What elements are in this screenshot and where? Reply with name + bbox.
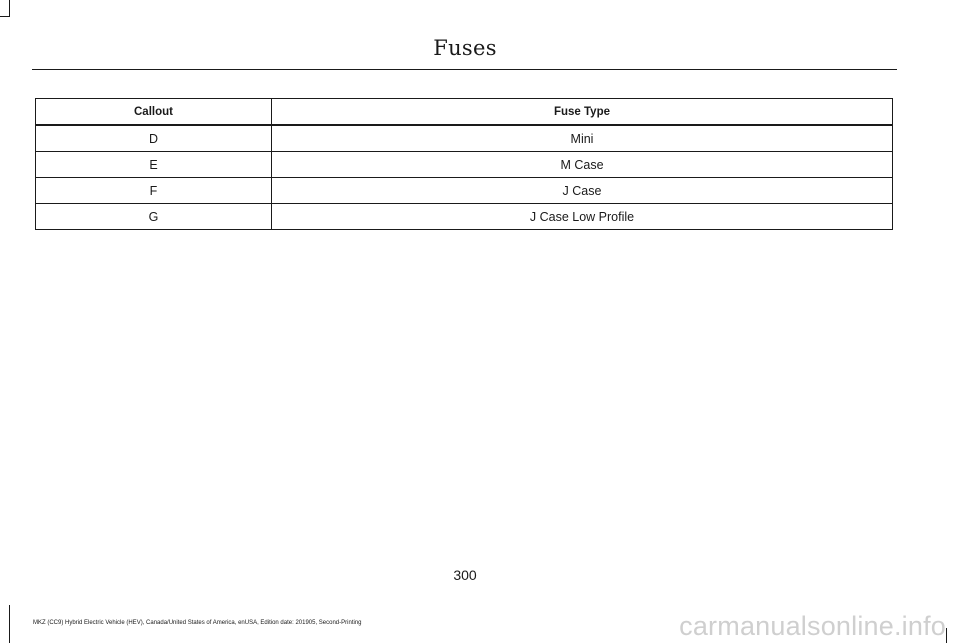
table-row xyxy=(36,125,893,152)
footer-edition-text: MKZ (CC9) Hybrid Electric Vehicle (HEV), Canada/United States of America, enUSA, Edition date: 201905, Second-Printing xyxy=(33,620,362,626)
callout-cell: G xyxy=(36,204,272,230)
table-row xyxy=(36,204,893,230)
callout-cell: D xyxy=(36,125,272,152)
crop-mark-top-left-horizontal xyxy=(0,16,10,17)
header-rule xyxy=(32,69,897,70)
crop-mark-bottom-left-vertical xyxy=(9,605,10,643)
table-row xyxy=(36,178,893,204)
crop-mark-top-left-vertical xyxy=(9,0,10,16)
fuse-type-cell: M Case xyxy=(271,152,892,178)
fuse-type-table xyxy=(35,98,893,230)
fuse-type-cell: J Case Low Profile xyxy=(271,204,892,230)
column-header-callout: Callout xyxy=(36,99,272,126)
fuse-type-cell: J Case xyxy=(271,178,892,204)
watermark: carmanualsonline.info xyxy=(679,611,946,641)
column-header-fuse-type: Fuse Type xyxy=(271,99,892,126)
page-number: 300 xyxy=(453,567,477,583)
page-title: Fuses xyxy=(433,36,497,60)
fuse-type-cell: Mini xyxy=(271,125,892,152)
crop-mark-bottom-right-vertical xyxy=(946,628,947,643)
callout-cell: E xyxy=(36,152,272,178)
table-header-row xyxy=(36,99,893,126)
table-row xyxy=(36,152,893,178)
callout-cell: F xyxy=(36,178,272,204)
